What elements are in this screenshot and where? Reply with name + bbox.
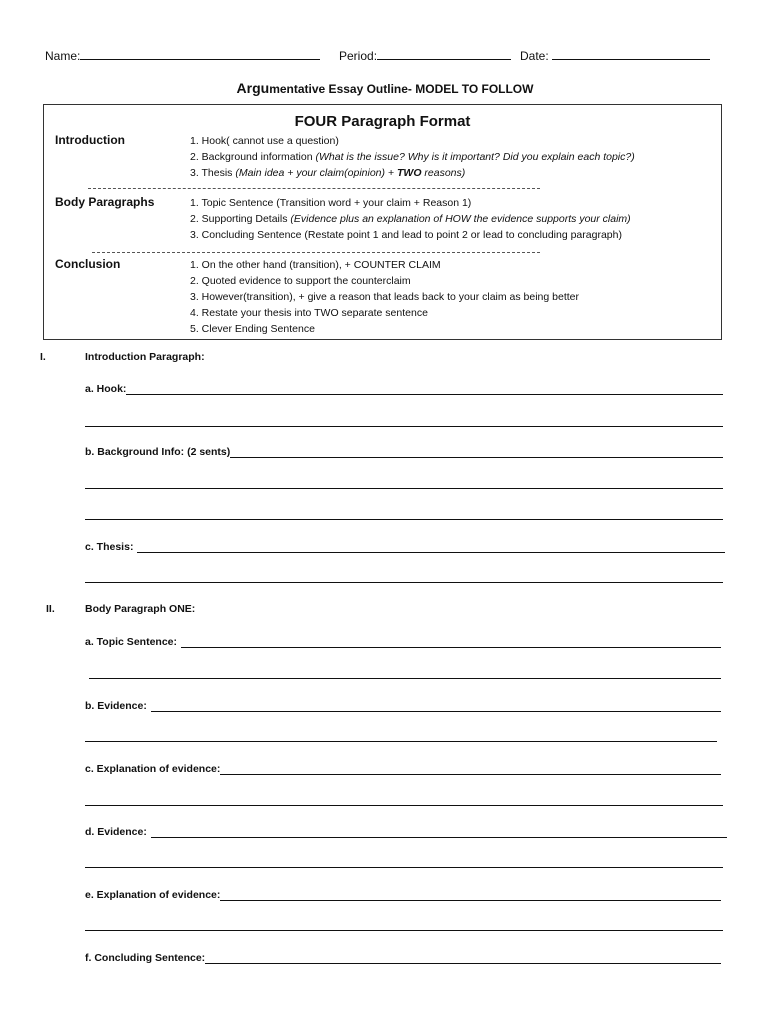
explanation-1-row[interactable] bbox=[85, 761, 721, 775]
answer-line[interactable] bbox=[89, 678, 721, 679]
answer-line[interactable] bbox=[85, 519, 723, 520]
period-field[interactable] bbox=[339, 47, 511, 63]
intro-label: Introduction bbox=[55, 133, 125, 147]
background-label: b. Background Info: (2 sents) bbox=[85, 446, 231, 458]
section-1-numeral: I. bbox=[40, 351, 46, 363]
date-label: Date: bbox=[520, 49, 549, 63]
conclusion-label: Conclusion bbox=[55, 257, 121, 271]
evidence-1-label: b. Evidence: bbox=[85, 700, 147, 712]
hook-label: a. Hook: bbox=[85, 383, 127, 395]
divider bbox=[92, 252, 540, 253]
explanation-1-label: c. Explanation of evidence: bbox=[85, 763, 221, 775]
evidence-2-row[interactable] bbox=[85, 824, 727, 838]
evidence-2-label: d. Evidence: bbox=[85, 826, 147, 838]
thesis-blank[interactable] bbox=[137, 541, 725, 553]
conclusion-item-1: 1. On the other hand (transition), + COUNTER CLAIM bbox=[190, 259, 441, 271]
topic-row[interactable] bbox=[85, 634, 721, 648]
explanation-2-label: e. Explanation of evidence: bbox=[85, 889, 221, 901]
date-blank[interactable] bbox=[552, 47, 710, 60]
thesis-row[interactable] bbox=[85, 539, 725, 553]
evidence-1-blank[interactable] bbox=[151, 700, 721, 712]
section-1-title: Introduction Paragraph: bbox=[85, 351, 205, 363]
evidence-2-blank[interactable] bbox=[151, 826, 727, 838]
answer-line[interactable] bbox=[85, 741, 717, 742]
name-blank[interactable] bbox=[80, 47, 320, 60]
section-2-numeral: II. bbox=[46, 603, 55, 615]
body-item-2: 2. Supporting Details (Evidence plus an explanation of HOW the evidence supports your claim) bbox=[190, 213, 631, 225]
title-lead: Argu bbox=[236, 80, 270, 96]
divider bbox=[88, 188, 540, 189]
format-box bbox=[43, 104, 722, 340]
intro-item-3: 3. Thesis (Main idea + your claim(opinion) + TWO reasons) bbox=[190, 167, 466, 179]
period-label: Period: bbox=[339, 49, 378, 63]
hook-row[interactable] bbox=[85, 381, 723, 395]
format-box-title: FOUR Paragraph Format bbox=[294, 113, 471, 130]
explanation-2-row[interactable] bbox=[85, 887, 721, 901]
answer-line[interactable] bbox=[85, 805, 723, 806]
section-2-title: Body Paragraph ONE: bbox=[85, 603, 196, 615]
document-title bbox=[0, 80, 770, 96]
explanation-2-blank[interactable] bbox=[220, 889, 721, 901]
period-blank[interactable] bbox=[377, 47, 511, 60]
intro-item-1: 1. Hook( cannot use a question) bbox=[190, 135, 339, 147]
body-label: Body Paragraphs bbox=[55, 195, 155, 209]
background-blank[interactable] bbox=[230, 446, 723, 458]
conclusion-item-4: 4. Restate your thesis into TWO separate sentence bbox=[190, 307, 428, 319]
body-item-3: 3. Concluding Sentence (Restate point 1 and lead to point 2 or lead to concluding paragraph) bbox=[190, 229, 622, 241]
body-item-1: 1. Topic Sentence (Transition word + your claim + Reason 1) bbox=[190, 197, 472, 209]
evidence-1-row[interactable] bbox=[85, 698, 721, 712]
name-field[interactable] bbox=[45, 47, 320, 63]
topic-blank[interactable] bbox=[181, 636, 721, 648]
answer-line[interactable] bbox=[85, 488, 723, 489]
thesis-label: c. Thesis: bbox=[85, 541, 134, 553]
conclusion-item-5: 5. Clever Ending Sentence bbox=[190, 323, 315, 335]
topic-label: a. Topic Sentence: bbox=[85, 636, 177, 648]
answer-line[interactable] bbox=[85, 582, 723, 583]
answer-line[interactable] bbox=[85, 426, 723, 427]
explanation-1-blank[interactable] bbox=[220, 763, 721, 775]
intro-item-2: 2. Background information (What is the issue? Why is it important? Did you explain each topic?) bbox=[190, 151, 635, 163]
date-field[interactable] bbox=[520, 47, 710, 63]
name-label: Name: bbox=[45, 49, 81, 63]
conclusion-item-2: 2. Quoted evidence to support the counterclaim bbox=[190, 275, 411, 287]
answer-line[interactable] bbox=[85, 867, 723, 868]
background-row[interactable] bbox=[85, 444, 723, 458]
answer-line[interactable] bbox=[85, 930, 723, 931]
concluding-label: f. Concluding Sentence: bbox=[85, 952, 206, 964]
conclusion-item-3: 3. However(transition), + give a reason that leads back to your claim as being better bbox=[190, 291, 579, 303]
concluding-row[interactable] bbox=[85, 950, 721, 964]
concluding-blank[interactable] bbox=[205, 952, 721, 964]
hook-blank[interactable] bbox=[126, 383, 723, 395]
title-rest: mentative Essay Outline- MODEL TO FOLLOW bbox=[269, 82, 534, 96]
